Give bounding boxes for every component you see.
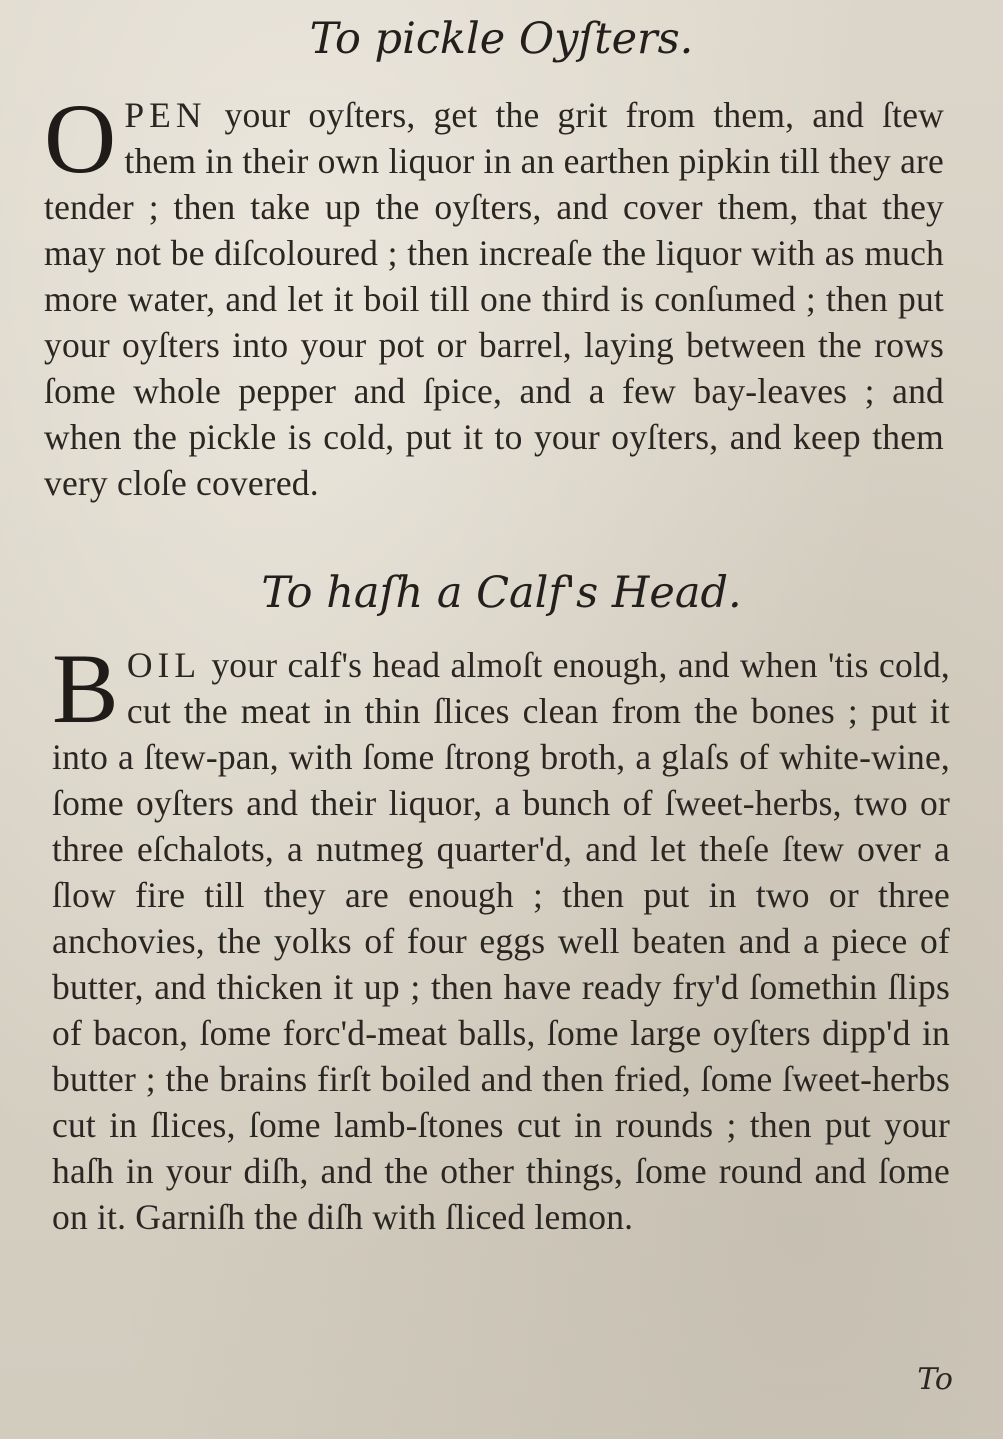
- lead-word: PEN: [124, 95, 207, 135]
- recipe-body-hash-calfs-head: [52, 633, 950, 1240]
- catchword: To: [917, 1362, 953, 1397]
- recipe-text: your oyſters, get the grit from them, and ſtew them in their own liquor in an earthen pipkin till they are tender ; then take up the oyſters, and cover them, that they may not be diſcoloured ; then increaſe the liquor with as much more water, and let it boil till one third is conſumed ; then put your oyſters into your pot or barrel, laying between the rows ſome whole pepper and ſpice, and a few bay-leaves ; and when the pickle is cold, put it to your oyſters, and keep them very cloſe covered.: [44, 95, 944, 503]
- lead-word: OIL: [126, 645, 202, 685]
- drop-cap: B: [52, 633, 119, 744]
- recipe-title-hash-calfs-head: To haſh a Calf's Head.: [261, 568, 742, 618]
- drop-cap: O: [44, 83, 117, 194]
- recipe-text: your calf's head almoſt enough, and when 'tis cold, cut the meat in thin ſlices clean from the bones ; put it into a ſtew-pan, with ſome ſtrong broth, a glaſs of white-wine, ſome oyſters and their liquor, a bunch of ſweet-herbs, two or three eſchalots, a nutmeg quarter'd, and let theſe ſtew over a ſlow fire till they are enough ; then put in two or three anchovies, the yolks of four eggs well beaten and a piece of butter, and thicken it up ; then have ready fry'd ſomethin ſlips of bacon, ſome forc'd-meat balls, ſome large oyſters dipp'd in butter ; the brains firſt boiled and then fried, ſome ſweet-herbs cut in ſlices, ſome lamb-ſtones cut in rounds ; then put your haſh in your diſh, and the other things, ſome round and ſome on it. Garniſh the diſh with ſliced lemon.: [52, 645, 950, 1237]
- recipe-title-pickle-oysters: To pickle Oyſters.: [309, 14, 694, 64]
- recipe-body-pickle-oysters: [44, 83, 944, 506]
